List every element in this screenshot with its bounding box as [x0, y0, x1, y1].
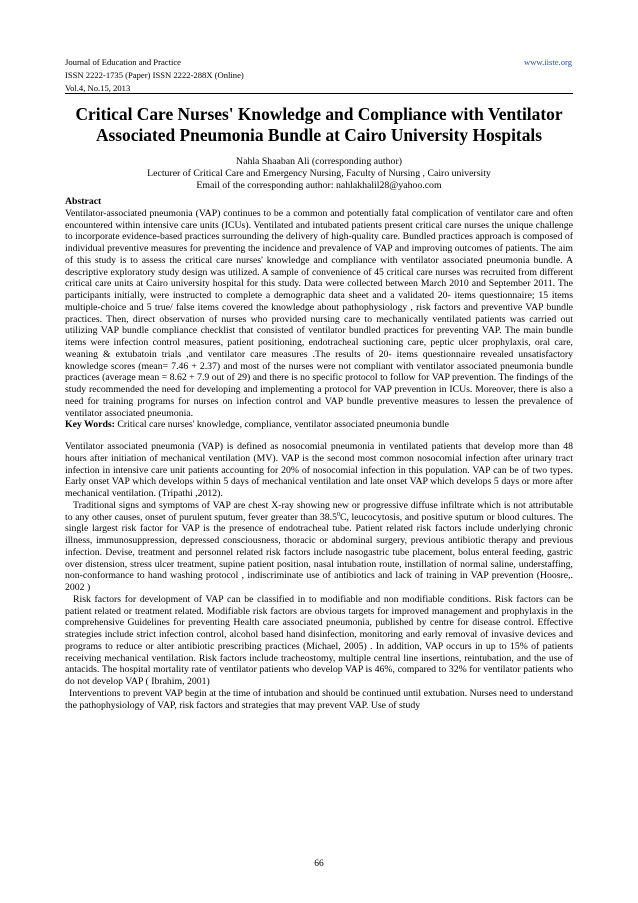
abstract-text: Ventilator-associated pneumonia (VAP) continues to be a common and potentially fatal complication of ventilator care and often encountered within intensive care units (ICUs). Ventilated and intubated patients present critical care nurses the unique challenge to incorporate evidence-based practices surrounding the delivery of high-quality care. Bundled practices approach is composed of individual preventive measures for preventing the incidence and prevalence of VAP and improving outcomes of patients. The aim of this study is to assess the critical care nurses' knowledge and compliance with ventilator associated pneumonia bundle. A descriptive exploratory study design was utilized. A sample of convenience of 45 critical care nurses was recruited from different critical care units at Cairo university hospital for this study. Data were collected between March 2010 and September 2011. The participants initially, were instructed to complete a demographic data sheet and a validated 20- items questionnaire; 15 items multiple-choice and 5 true/ false items covered the knowledge about pathophysiology , risk factors and preventive VAP bundle practices. Then, direct observation of nurses who provided nursing care to mechanically ventilated patients was carried out utilizing VAP bundle compliance checklist that consisted of ventilator bundled practices for preventing VAP. The main bundle items were infection control measures, patient positioning, endotracheal suctioning care, peptic ulcer prophylaxis, oral care, weaning & extubatoin trials ,and ventilator care measures .The results of 20- items questionnaire revealed unsatisfactory knowledge scores (mean= 7.46 + 2.37) and most of the nurses were not compliant with ventilator associated pneumonia bundle practices (average mean = 8.62 + 7.9 out of 29) and there is no specific protocol to follow for VAP prevention. The findings of the study recommended the need for developing and implementing a protocol for VAP prevention in ICUs. Moreover, there is also a need for training programs for nurses on infection control and VAP bundle preventive measures to lessen the prevalence of ventilator associated pneumonia.: [65, 207, 573, 419]
paragraph-risk-factors: Risk factors for development of VAP can be classified in to modifiable and non modifiable conditions. Risk factors can be patient related or treatment related. Modifiable risk factors are obvious targets for improved management and prophylaxis in the comprehensive Guidelines for preventing Health care associated pneumonia, published by centre for disease control. Effective strategies include strict infection control, alcohol based hand disinfection, monitoring and early removal of invasive devices and programs to reduce or alter antibiotic prescribing practices (Michael, 2005) . In addition, VAP occurs in up to 15% of patients receiving mechanical ventilation. Risk factors include tracheostomy, multiple central line insertions, reintubation, and the use of antacids. The hospital mortality rate of ventilator patients who develop VAP is 46%, compared to 32% for ventilator patients who do not develop VAP ( Ibrahim, 2001): [65, 593, 573, 687]
paragraph-interventions: Interventions to prevent VAP begin at the time of intubation and should be continued until extubation. Nurses need to understand the pathophysiology of VAP, risk factors and strategies that may prevent VAP. Use of study: [65, 687, 573, 711]
author-email: Email of the corresponding author: nahlakhalil28@yahoo.com: [196, 180, 442, 191]
section-gap: [65, 431, 573, 441]
header-divider: [65, 93, 573, 94]
paragraph-signs-symptoms: [65, 500, 573, 594]
paper-title: Critical Care Nurses' Knowledge and Compliance with Ventilator Associated Pneumonia Bundle at Cairo University Hospitals: [75, 104, 563, 145]
paragraph-vap-definition: Ventilator associated pneumonia (VAP) is defined as nosocomial pneumonia in ventilated patients that develop more than 48 hours after initiation of mechanical ventilation (MV). VAP is the second most common nosocomial infection after urinary tract infection in intensive care unit patients accounting for 20% of nosocomial infection in this population. VAP can be of two types. Early onset VAP which develops within 5 days of mechanical ventilation and late onset VAP which develops 5 days or more after mechanical ventilation. (Tripathi ,2012).: [65, 441, 573, 499]
paragraph-signs-part-b: C, leucocytosis, and positive sputum or blood cultures. The single largest risk factor for VAP is the presence of endotracheal tube. Patient related risk factors include underlying chronic illness, immunosuppression, depressed consciousness, thoracic or abdominal surgery, previous antibiotic therapy and previous infection. Devise, treatment and personnel related risk factors include nasogastric tube placement, bolus enteral feeding, gastric over distension, stress ulcer treatment, supine patient position, nasal intubation route, instillation of normal saline, understaffing, non-conformance to hand washing protocol , indiscriminate use of antibiotics and lack of training in VAP prevention (Hoosre,. 2002 ): [65, 511, 573, 593]
paragraph-signs-part-a: Traditional signs and symptoms of VAP are chest X-ray showing new or progressive diffuse infiltrate which is not attributable to any other causes, onset of purulent sputum, fever greater than 38.5: [65, 499, 573, 523]
keywords-text: Critical care nurses' knowledge, compliance, ventilator associated pneumonia bundle: [114, 419, 449, 431]
journal-volume: Vol.4, No.15, 2013: [65, 83, 131, 93]
degree-superscript: 0: [336, 511, 340, 518]
paper-body: [65, 196, 573, 711]
journal-name: Journal of Education and Practice: [65, 57, 181, 67]
page-number: 66: [314, 859, 324, 869]
abstract-heading: Abstract: [65, 196, 102, 207]
keywords-line: [65, 419, 573, 431]
journal-issn: ISSN 2222-1735 (Paper) ISSN 2222-288X (Online): [65, 70, 244, 80]
keywords-label: Key Words:: [65, 419, 115, 431]
author-affiliation: Lecturer of Critical Care and Emergency Nursing, Faculty of Nursing , Cairo university: [147, 168, 491, 179]
journal-website-link[interactable]: www.iiste.org: [524, 57, 572, 67]
author-name: Nahla Shaaban Ali (corresponding author): [236, 156, 402, 167]
